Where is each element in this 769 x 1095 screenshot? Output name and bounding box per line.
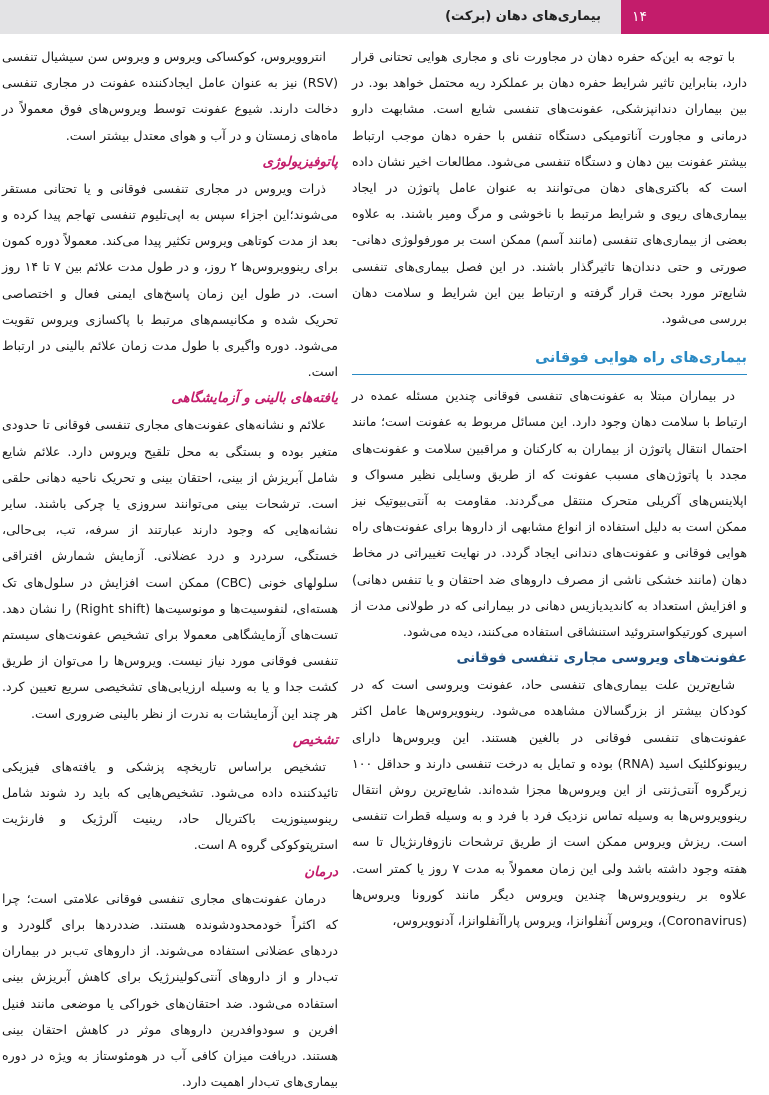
right-column: [352, 44, 747, 934]
left-column: [2, 44, 338, 1095]
diagnosis-paragraph: تشخیص براساس تاریخچه پزشکی و یافته‌های فیزیکی تائیدکننده داده می‌شود. تشخیص‌هایی که باید رد شوند شامل رینوسینوزیت باکتریال حاد، رینیت آلرژیک و فارنژیت استرپتوکوکی گروه A است.: [2, 758, 338, 853]
section-paragraph: در بیماران مبتلا به عفونت‌های تنفسی فوقانی چندین مسئله عمده در ارتباط با سلامت دهان وجود دارد. این مسائل مربوط به عفونت است؛ مانند احتمال انتقال پاتوژن از بیماران به کارکنان و مراقبین سلامت و عفونت‌های مجدد با پاتوژن‌های مسبب عفونت که از طریق وسایلی نظیر مسواک و اپلاینس‌های آکریلی متحرک منتقل می‌گردند. مقاومت به آنتی‌بیوتیک نیز ممکن است به دلیل استفاده از انواع مشابهی از داروها برای عفونت‌های راه هوایی فوقانی و عفونت‌های دندانی ایجاد گردد. در نهایت تغییراتی در مخاط دهان (مانند خشکی ناشی از مصرف داروهای ضد احتقان و یا تنفس دهانی) و افزایش استعداد به کاندیدیازیس دهانی در بیمارانی که در طولانی مدت از اسپری کورتیکواستروئید استنشاقی استفاده می‌کنند، دیده می‌شود.: [352, 388, 747, 640]
subsection-paragraph: شایع‌ترین علت بیماری‌های تنفسی حاد، عفونت ویروسی است که در کودکان بیشتر از بزرگسالان مشاهده می‌شود. رینوویروس‌ها عامل اکثر عفونت‌های تنفسی فوقانی در بالغین هستند. این ویروس‌ها دارای ریبونوکلئیک اسید (RNA) بوده و تمایل به درخت تنفسی دارند و حداقل ۱۰۰ زیرگروه آنتی‌ژنتی از این ویروس‌ها مجزا شده‌اند. شایع‌ترین روش انتقال رینوویروس‌ها به وسیله تماس نزدیک فرد با فرد و به وسیله قطرات تنفسی است. ریزش ویروس ممکن است از طریق ترشحات نازوفارنژیال تا سه هفته وجود داشته باشد ولی این زمان معمولاً به مدت ۷ روز یا کمتر است. علاوه بر رینوویروس‌ها چندین ویروس دیگر مانند کورونا ویروس‌ها (Coronavirus)، ویروس آنفلوانزا، ویروس پاراآنفلوانزا، آدنوویروس،: [352, 677, 748, 929]
pathophysiology-heading: پاتوفیزیولوژی: [262, 153, 338, 170]
clinical-findings-heading: یافته‌های بالینی و آزمایشگاهی: [171, 390, 338, 407]
intro-paragraph: با توجه به این‌که حفره دهان در مجاورت نای و مجاری هوایی تحتانی قرار دارد، بنابراین تاثیر شرایط حفره دهان بر عملکرد ریه محتمل خواهد بود. در بین بیماران دندانپزشکی، عفونت‌های تنفسی شایع است. مشابهت دارو درمانی و مجاورت آناتومیکی دستگاه تنفس با حفره دهان موجب ارتباط بیشتر عفونت بین دهان و دستگاه تنفسی می‌شود. مطالعات اخیر نشان داده است که باکتری‌های دهان می‌توانند به عنوان عامل پاتوژن در ایجاد بیماری‌های ریوی و شرایط مرتبط با ناخوشی و مرگ ومیر باشند. به علاوه بعضی از بیماری‌های تنفسی (مانند آسم) ممکن است بر مورفولوژی دهانی- صورتی و حتی دندان‌ها تاثیرگذار باشند. در این فصل بیماری‌های تنفسی شایع‌تر مورد بحث قرار گرفته و ارتباط بین این شرایط و سلامت دهان بررسی می‌شود.: [352, 49, 747, 327]
continuation-paragraph: انتروویروس، کوکساکی ویروس و ویروس سن سیشیال تنفسی (RSV) نیز به عنوان عامل ایجادکننده عفونت در مجاری تنفسی دخالت دارند. شیوع عفونت توسط ویروس‌های فوق معمولاً در ماه‌های زمستان و در آب و هوای معتدل بیشتر است.: [2, 49, 338, 143]
section-heading: بیماری‌های راه هوایی فوقانی: [352, 344, 747, 375]
treatment-heading: درمان: [304, 863, 338, 880]
treatment-paragraph: درمان عفونت‌های مجاری تنفسی فوقانی علامتی است؛ چرا که اکثراً خودمحدودشونده هستند. ضددردها برای گلودرد و دردهای عضلانی استفاده می‌شوند. از داروهای تب‌بر در بیماران تب‌دار و از داروهای آنتی‌کولینرژیک برای کاهش آبریزش بینی استفاده می‌شود. ضد احتقان‌های خوراکی یا موضعی مانند فنیل افرین و سودوافدرین داروهای موثر در کاهش احتقان بینی هستند. دریافت میزان کافی آب در هومئوستاز به ویژه در دوره بیماری‌های تب‌دار اهمیت دارد.: [2, 890, 338, 1090]
subsection-heading: عفونت‌های ویروسی مجاری تنفسی فوقانی: [456, 650, 747, 667]
pathophysiology-paragraph: ذرات ویروس در مجاری تنفسی فوقانی و یا تحتانی مستقر می‌شوند؛این اجزاء سپس به اپی‌تلیوم تنفسی تهاجم پیدا کرده و بعد از مدت کوتاهی ویروس تکثیر پیدا می‌کند. معمولاً دوره کمون برای رینوویروس‌ها ۲ روز، و در طول مدت علائم بین ۷ تا ۱۴ روز است. در طول این زمان پاسخ‌های ایمنی فعال و اختصاصی تحریک شده و مکانیسم‌های مرتبط با پاکسازی ویروس تقویت می‌شود. دوره واگیری با طول مدت زمان علائم بالینی در ارتباط است.: [2, 180, 339, 380]
page-number: ۱۴: [621, 0, 769, 34]
diagnosis-heading: تشخیص: [292, 731, 338, 748]
clinical-findings-paragraph: علائم و نشانه‌های عفونت‌های مجاری تنفسی فوقانی تا حدودی متغیر بوده و بستگی به محل تلقیح ویروس دارد. علائم شایع شامل آبریزش از بینی، احتقان بینی و تحریک ناحیه دهانی حلقی است. ترشحات بینی می‌توانند سروزی یا چرکی باشند. سایر نشانه‌هایی که وجود دارند عبارتند از سرفه، تب، بی‌حالی، خستگی، سردرد و درد عضلانی. آزمایش شمارش افتراقی سلولهای خونی (CBC) ممکن است افزایش در سلول‌های تک هسته‌ای، لنفوسیت‌ها و مونوسیت‌ها (Right shift) را نشان دهد. تست‌های آزمایشگاهی معمولا برای تشخیص عفونت‌های سیستم تنفسی فوقانی مورد نیاز نیست. ویروس‌ها را می‌توان از طریق کشت جدا و یا به وسیله ارزیابی‌های تشخیصی سریع تعیین کرد. هر چند این آزمایشات به ندرت از نظر بالینی ضروری است.: [2, 417, 339, 721]
running-title: بیماری‌های دهان (برکت): [445, 9, 601, 24]
